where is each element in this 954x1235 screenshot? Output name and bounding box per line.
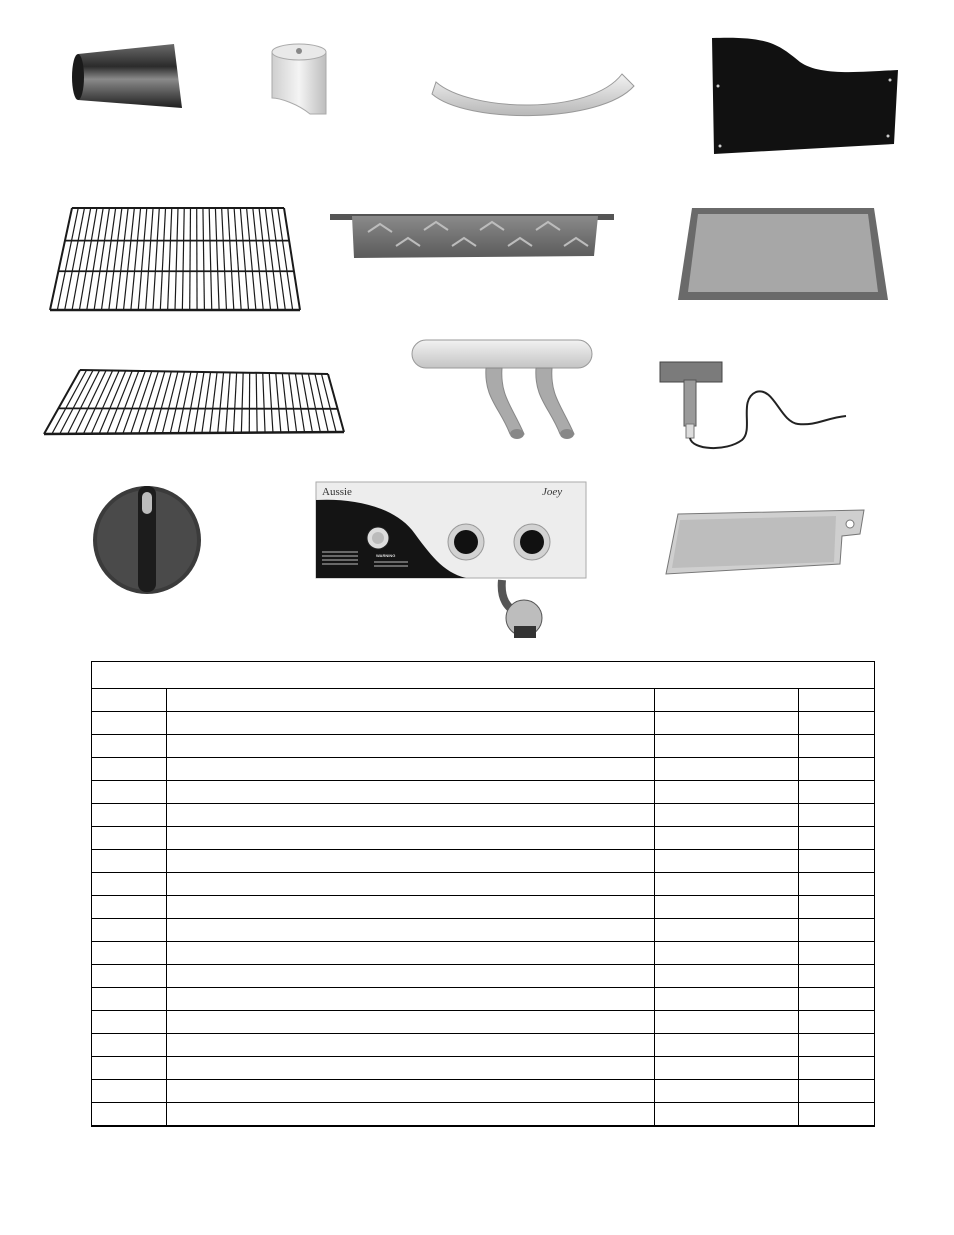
table-cell bbox=[799, 781, 875, 804]
table-row bbox=[92, 965, 875, 988]
table-cell bbox=[655, 850, 799, 873]
brand-label: Aussie bbox=[322, 486, 352, 498]
table-cell bbox=[799, 1103, 875, 1127]
header-cell bbox=[655, 689, 799, 712]
table-cell bbox=[655, 758, 799, 781]
table-cell bbox=[92, 896, 167, 919]
table-row bbox=[92, 873, 875, 896]
table-cell bbox=[167, 781, 655, 804]
table-cell bbox=[655, 1034, 799, 1057]
table-cell bbox=[92, 1011, 167, 1034]
table-cell bbox=[92, 919, 167, 942]
control-panel-image bbox=[312, 480, 604, 640]
table-row bbox=[92, 1011, 875, 1034]
table-cell bbox=[167, 1103, 655, 1127]
table-cell bbox=[655, 781, 799, 804]
table-cell bbox=[799, 1034, 875, 1057]
flame-tamer-image bbox=[328, 204, 616, 266]
table-cell bbox=[167, 827, 655, 850]
warning-label: WARNING bbox=[376, 553, 396, 558]
table-row bbox=[92, 827, 875, 850]
table-cell bbox=[799, 735, 875, 758]
table-cell bbox=[799, 988, 875, 1011]
table-cell bbox=[167, 988, 655, 1011]
table-cell bbox=[167, 758, 655, 781]
table-cell bbox=[655, 896, 799, 919]
table-cell bbox=[655, 965, 799, 988]
white-leg-foot-image bbox=[268, 40, 330, 116]
table-cell bbox=[92, 942, 167, 965]
cooking-grate-image bbox=[46, 204, 304, 314]
table-row bbox=[92, 781, 875, 804]
table-cell bbox=[92, 988, 167, 1011]
table-cell bbox=[167, 712, 655, 735]
table-cell bbox=[799, 712, 875, 735]
table-cell bbox=[167, 942, 655, 965]
table-cell bbox=[655, 873, 799, 896]
table-cell bbox=[167, 873, 655, 896]
header-cell bbox=[92, 689, 167, 712]
table-cell bbox=[799, 758, 875, 781]
table-cell bbox=[92, 735, 167, 758]
table-row bbox=[92, 1103, 875, 1127]
table-cell bbox=[92, 1057, 167, 1080]
table-cell bbox=[799, 804, 875, 827]
table-cell bbox=[799, 942, 875, 965]
table-cell bbox=[655, 804, 799, 827]
table-row bbox=[92, 1080, 875, 1103]
table-row bbox=[92, 1057, 875, 1080]
table-cell bbox=[92, 873, 167, 896]
table-cell bbox=[92, 1103, 167, 1127]
table-cell bbox=[655, 1080, 799, 1103]
table-cell bbox=[799, 1080, 875, 1103]
table-row bbox=[92, 988, 875, 1011]
table-cell bbox=[92, 827, 167, 850]
table-cell bbox=[167, 804, 655, 827]
table-cell bbox=[655, 1057, 799, 1080]
table-row bbox=[92, 942, 875, 965]
table-cell bbox=[92, 850, 167, 873]
table-header-row bbox=[92, 689, 875, 712]
table-cell bbox=[167, 1034, 655, 1057]
table-cell bbox=[799, 919, 875, 942]
table-cell bbox=[167, 1011, 655, 1034]
table-row bbox=[92, 758, 875, 781]
dark-cone-cap-image bbox=[70, 42, 186, 112]
table-cell bbox=[92, 781, 167, 804]
table-row bbox=[92, 896, 875, 919]
table-cell bbox=[655, 942, 799, 965]
grease-tray-image bbox=[664, 508, 870, 576]
table-cell bbox=[655, 1103, 799, 1127]
table-cell bbox=[167, 735, 655, 758]
table-title bbox=[92, 662, 875, 689]
table-cell bbox=[92, 965, 167, 988]
table-row bbox=[92, 919, 875, 942]
table-cell bbox=[799, 896, 875, 919]
table-row bbox=[92, 804, 875, 827]
table-cell bbox=[655, 735, 799, 758]
table-cell bbox=[167, 896, 655, 919]
table-cell bbox=[167, 919, 655, 942]
table-cell bbox=[167, 1057, 655, 1080]
table-cell bbox=[655, 827, 799, 850]
parts-list-table bbox=[91, 661, 875, 1127]
table-cell bbox=[92, 758, 167, 781]
control-knob-image bbox=[90, 484, 204, 596]
drip-tray-image bbox=[676, 204, 890, 302]
table-cell bbox=[799, 850, 875, 873]
table-cell bbox=[92, 712, 167, 735]
table-row bbox=[92, 712, 875, 735]
igniter-electrode-image bbox=[656, 360, 852, 452]
model-label: Joey bbox=[542, 486, 563, 498]
table-cell bbox=[92, 1034, 167, 1057]
table-cell bbox=[799, 1011, 875, 1034]
table-row bbox=[92, 735, 875, 758]
table-cell bbox=[799, 873, 875, 896]
header-cell bbox=[167, 689, 655, 712]
table-cell bbox=[167, 850, 655, 873]
table-cell bbox=[92, 804, 167, 827]
table-title-row bbox=[92, 662, 875, 689]
table-cell bbox=[655, 919, 799, 942]
table-row bbox=[92, 1034, 875, 1057]
table-cell bbox=[799, 1057, 875, 1080]
table-cell bbox=[655, 1011, 799, 1034]
black-heat-shield-image bbox=[708, 36, 900, 156]
table-cell bbox=[167, 965, 655, 988]
table-row bbox=[92, 850, 875, 873]
table-cell bbox=[655, 712, 799, 735]
table-cell bbox=[167, 1080, 655, 1103]
table-cell bbox=[799, 965, 875, 988]
burner-image bbox=[410, 338, 594, 442]
table-cell bbox=[92, 1080, 167, 1103]
curved-handle-image bbox=[430, 60, 636, 122]
table-cell bbox=[655, 988, 799, 1011]
warming-rack-image bbox=[36, 362, 354, 442]
table-cell bbox=[799, 827, 875, 850]
header-cell bbox=[799, 689, 875, 712]
